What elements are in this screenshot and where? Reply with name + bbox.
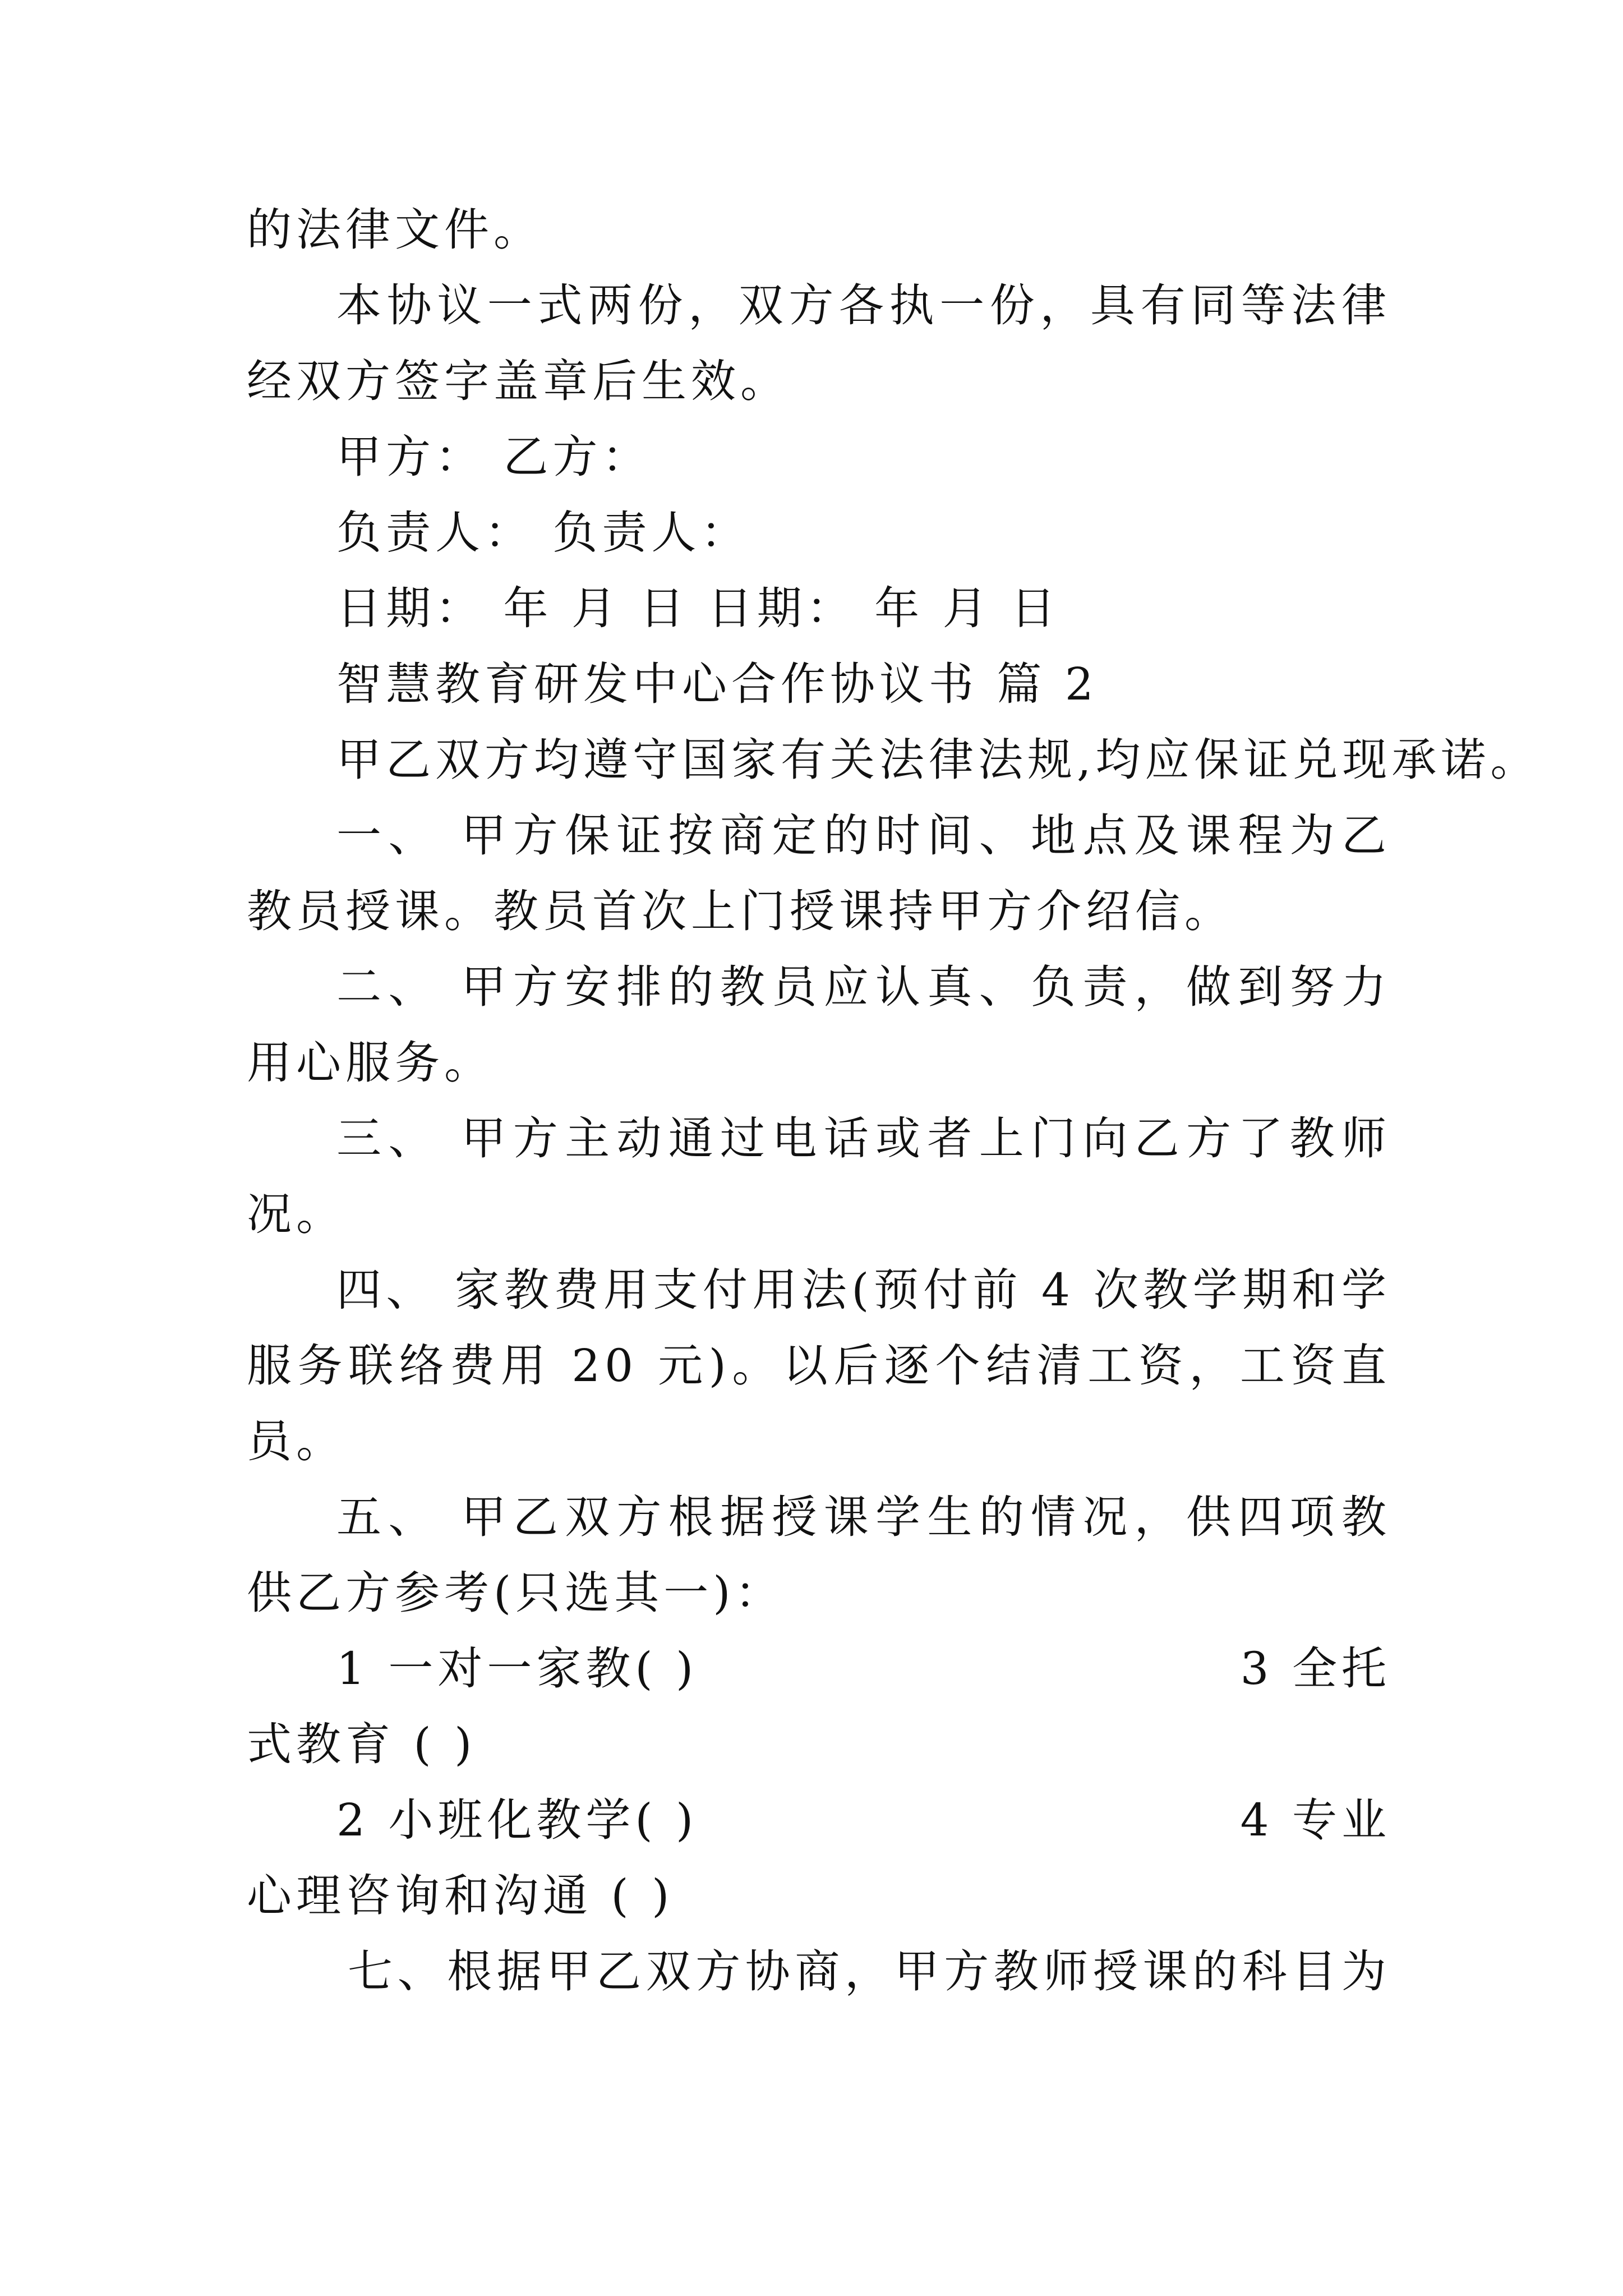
- option-label: 3 全托: [1240, 1642, 1391, 1695]
- text-line: 况。: [247, 1188, 345, 1240]
- text-line: 心理咨询和沟通 ( ): [247, 1870, 674, 1922]
- text-line: 教员授课。教员首次上门授课持甲方介绍信。: [247, 885, 1234, 937]
- text-line: 经双方签字盖章后生效。: [247, 355, 790, 407]
- text-line: 甲乙双方均遵守国家有关法律法规,均应保证兑现承诺。: [336, 734, 1540, 786]
- text-line: 本协议一式两份，双方各执一份，具有同等法律: [336, 279, 1391, 332]
- option-label: 1 一对一家教( ): [336, 1642, 698, 1695]
- text-line: 四、 家教费用支付用法(预付前 4 次教学期和学: [336, 1264, 1391, 1316]
- section-title: 智慧教育研发中心合作协议书 篇 2: [336, 658, 1098, 710]
- text-line: 用心服务。: [247, 1037, 494, 1089]
- signature-party-line: 甲方： 乙方：: [336, 431, 652, 483]
- signature-date-line: 日期： 年 月 日 日期： 年 月 日: [336, 582, 1061, 634]
- text-line: 五、 甲乙双方根据授课学生的情况，供四项教: [336, 1491, 1391, 1543]
- signature-responsible-line: 负责人： 负责人：: [336, 507, 750, 559]
- text-line: 员。: [247, 1415, 345, 1467]
- text-line: 二、 甲方安排的教员应认真、负责，做到努力: [336, 961, 1391, 1013]
- option-label: 2 小班化教学( ): [336, 1794, 698, 1846]
- option-label: 4 专业: [1240, 1794, 1391, 1846]
- text-line: 一、 甲方保证按商定的时间、地点及课程为乙: [336, 809, 1391, 862]
- text-line: 式教育 ( ): [247, 1718, 477, 1770]
- text-line: 七、根据甲乙双方协商，甲方教师授课的科目为: [348, 1945, 1391, 1998]
- text-line: 服务联络费用 20 元)。以后逐个结清工资，工资直: [247, 1340, 1391, 1392]
- text-line: 供乙方参考(只选其一)：: [247, 1567, 785, 1619]
- text-line: 三、 甲方主动通过电话或者上门向乙方了教师: [336, 1112, 1391, 1165]
- option-row: [336, 1641, 1391, 1697]
- option-row: [336, 1792, 1391, 1848]
- text-line: 的法律文件。: [247, 204, 543, 256]
